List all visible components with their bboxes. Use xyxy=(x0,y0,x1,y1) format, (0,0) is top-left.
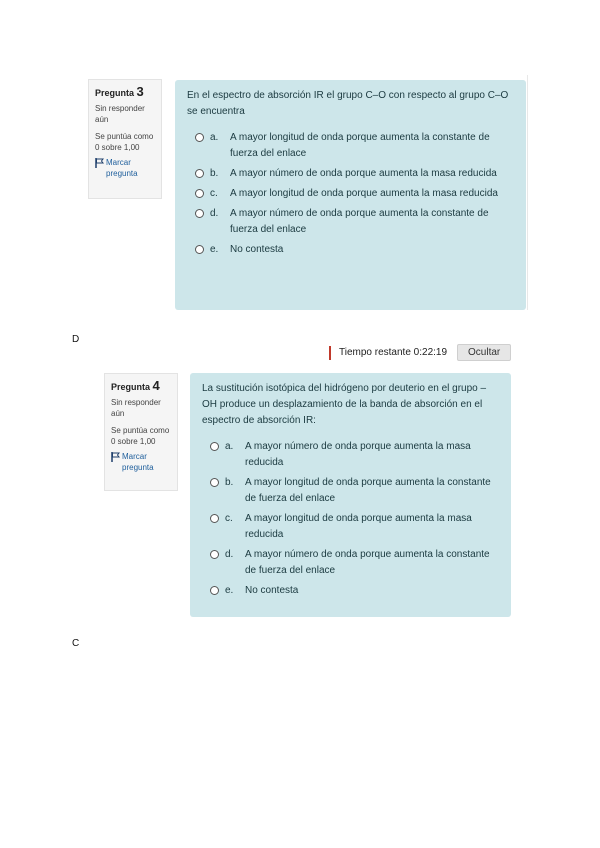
flag-label: Marcar pregunta xyxy=(106,158,138,178)
radio-button[interactable] xyxy=(195,133,204,142)
question-label: Pregunta xyxy=(111,382,151,392)
option-letter: b. xyxy=(210,168,219,179)
answer-option[interactable] xyxy=(195,186,514,202)
timer-text: Tiempo restante 0:22:19 xyxy=(339,347,448,358)
answer-option[interactable] xyxy=(195,130,514,162)
flag-icon xyxy=(95,158,104,168)
option-letter: d. xyxy=(210,208,219,219)
question-3-content xyxy=(175,80,526,310)
answer-options xyxy=(202,439,499,599)
question-text: En el espectro de absorción IR el grupo C–O con respecto al grupo C–O se encuentra xyxy=(187,90,509,117)
flag-question-button[interactable] xyxy=(111,451,171,473)
option-text: A mayor número de onda porque aumenta la constante de fuerza del enlace xyxy=(230,208,489,235)
answer-option[interactable] xyxy=(210,547,499,579)
option-text: A mayor longitud de onda porque aumenta la constante de fuerza del enlace xyxy=(230,132,490,159)
question-state: Sin responder aún xyxy=(95,104,145,124)
option-letter: e. xyxy=(225,585,234,596)
hide-timer-button[interactable]: Ocultar xyxy=(457,344,511,361)
option-text: A mayor longitud de onda porque aumenta la masa reducida xyxy=(245,513,472,540)
option-text: A mayor número de onda porque aumenta la masa reducida xyxy=(230,168,497,179)
option-text: A mayor número de onda porque aumenta la constante de fuerza del enlace xyxy=(245,549,490,576)
question-state: Sin responder aún xyxy=(111,398,161,418)
answer-option[interactable] xyxy=(210,583,499,599)
timer-bar xyxy=(329,344,511,361)
option-text: No contesta xyxy=(230,244,284,255)
question-4-heading xyxy=(111,380,171,393)
question-label: Pregunta xyxy=(95,88,135,98)
radio-button[interactable] xyxy=(210,514,219,523)
option-letter: b. xyxy=(225,477,234,488)
question-grade: Se puntúa como 0 sobre 1,00 xyxy=(111,426,170,446)
question-text: La sustitución isotópica del hidrógeno por deuterio en el grupo –OH produce un desplazamiento de la banda de absorción en el espectro de absorción IR: xyxy=(202,383,487,426)
option-text: A mayor número de onda porque aumenta la masa reducida xyxy=(245,441,471,468)
answer-option[interactable] xyxy=(210,475,499,507)
option-letter: c. xyxy=(210,188,218,199)
radio-button[interactable] xyxy=(210,442,219,451)
question-number: 3 xyxy=(136,84,144,99)
option-letter: e. xyxy=(210,244,219,255)
option-text: No contesta xyxy=(245,585,299,596)
option-letter: a. xyxy=(210,132,219,143)
answer-marker-q3: D xyxy=(72,334,80,345)
radio-button[interactable] xyxy=(195,189,204,198)
option-letter: d. xyxy=(225,549,234,560)
question-3-heading xyxy=(95,86,155,99)
answer-option[interactable] xyxy=(195,242,514,258)
flag-question-button[interactable] xyxy=(95,157,155,179)
option-letter: c. xyxy=(225,513,233,524)
answer-marker-q4: C xyxy=(72,638,80,649)
question-grade: Se puntúa como 0 sobre 1,00 xyxy=(95,132,154,152)
option-text: A mayor longitud de onda porque aumenta la constante de fuerza del enlace xyxy=(245,477,491,504)
option-text: A mayor longitud de onda porque aumenta la masa reducida xyxy=(230,188,498,199)
radio-button[interactable] xyxy=(195,169,204,178)
flag-label: Marcar pregunta xyxy=(122,452,154,472)
option-letter: a. xyxy=(225,441,234,452)
answer-option[interactable] xyxy=(195,206,514,238)
question-number: 4 xyxy=(152,378,160,393)
answer-options xyxy=(187,130,514,258)
radio-button[interactable] xyxy=(210,478,219,487)
radio-button[interactable] xyxy=(210,586,219,595)
radio-button[interactable] xyxy=(210,550,219,559)
flag-icon xyxy=(111,452,120,462)
answer-option[interactable] xyxy=(195,166,514,182)
timer-divider xyxy=(329,346,331,360)
question-3-info xyxy=(88,79,162,199)
radio-button[interactable] xyxy=(195,245,204,254)
answer-option[interactable] xyxy=(210,439,499,471)
answer-option[interactable] xyxy=(210,511,499,543)
question-4-content xyxy=(190,373,511,617)
question-4-info xyxy=(104,373,178,491)
radio-button[interactable] xyxy=(195,209,204,218)
